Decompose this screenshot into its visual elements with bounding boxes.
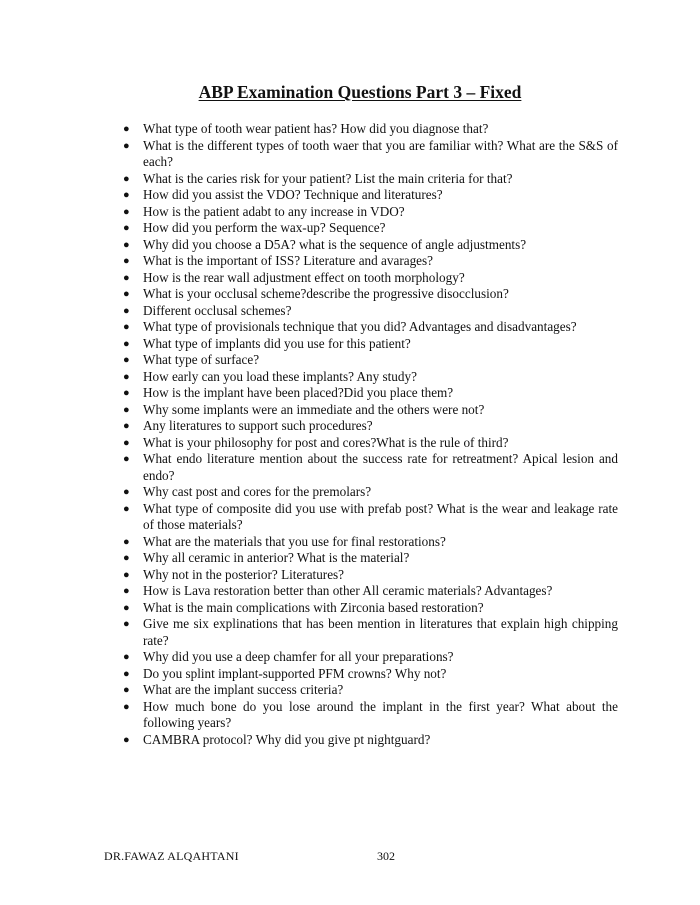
bullet-dot-icon: ●: [123, 535, 130, 548]
question-item: [123, 319, 618, 336]
question-item: [123, 220, 618, 237]
bullet-dot-icon: ●: [123, 321, 130, 333]
question-item: [123, 253, 618, 270]
footer-author: DR.FAWAZ ALQAHTANI: [104, 849, 239, 863]
question-text: What is your philosophy for post and cores?What is the rule of third?: [143, 434, 509, 450]
question-text: How did you assist the VDO? Technique and literatures?: [143, 187, 443, 202]
question-text: What endo literature mention about the success rate for retreatment? Apical lesion and endo?: [143, 451, 618, 483]
bullet-dot-icon: ●: [123, 651, 130, 663]
bullet-dot-icon: ●: [123, 222, 130, 234]
question-item: [123, 451, 618, 484]
bullet-dot-icon: ●: [123, 700, 130, 713]
question-item: [123, 698, 618, 732]
question-item: [123, 286, 618, 303]
question-text: How did you perform the wax-up? Sequence?: [143, 220, 386, 235]
bullet-dot-icon: ●: [123, 304, 130, 317]
question-item: [123, 385, 618, 402]
bullet-dot-icon: ●: [123, 354, 130, 366]
question-item: [123, 352, 618, 369]
question-text: Any literatures to support such procedures?: [143, 418, 373, 433]
question-text: How early can you load these implants? Any study?: [143, 368, 417, 384]
bullet-dot-icon: ●: [123, 618, 130, 630]
bullet-dot-icon: ●: [123, 552, 130, 564]
bullet-dot-icon: ●: [123, 271, 130, 284]
question-item: [123, 170, 618, 188]
question-item: [123, 665, 618, 683]
question-text: What type of implants did you use for this patient?: [143, 335, 411, 351]
question-text: Why all ceramic in anterior? What is the material?: [143, 550, 410, 565]
bullet-dot-icon: ●: [123, 387, 130, 399]
bullet-dot-icon: ●: [123, 370, 130, 383]
bullet-dot-icon: ●: [123, 255, 130, 267]
question-text: What type of surface?: [143, 352, 260, 367]
question-item: [123, 335, 618, 353]
question-item: [123, 203, 618, 221]
bullet-dot-icon: ●: [123, 288, 130, 300]
bullet-dot-icon: ●: [123, 502, 130, 515]
question-text: What type of composite did you use with prefab post? What is the wear and leakage rate of those materials?: [143, 500, 618, 532]
question-text: What is the caries risk for your patient? List the main criteria for that?: [143, 170, 513, 186]
question-text: What is the important of ISS? Literature and avarages?: [143, 253, 434, 268]
bullet-dot-icon: ●: [123, 337, 130, 350]
page-number: 302: [377, 849, 395, 863]
question-text: Why not in the posterior? Literatures?: [143, 566, 345, 582]
bullet-dot-icon: ●: [123, 601, 130, 614]
question-item: [123, 137, 618, 171]
question-item: [123, 550, 618, 567]
bullet-dot-icon: ●: [123, 172, 130, 185]
page-title: ABP Examination Questions Part 3 – Fixed: [198, 82, 522, 102]
bullet-dot-icon: ●: [123, 205, 130, 218]
question-text: CAMBRA protocol? Why did you give pt nightguard?: [143, 731, 431, 747]
question-text: What are the implant success criteria?: [143, 682, 344, 697]
bullet-dot-icon: ●: [123, 684, 130, 696]
question-item: [123, 434, 618, 452]
question-list: [123, 121, 618, 748]
question-item: [123, 368, 618, 386]
question-item: [123, 731, 618, 749]
question-text: How is the patient adabt to any increase in VDO?: [143, 203, 405, 219]
question-item: [123, 418, 618, 435]
bullet-dot-icon: ●: [123, 123, 130, 135]
question-item: [123, 187, 618, 204]
bullet-dot-icon: ●: [123, 403, 130, 416]
question-item: [123, 121, 618, 138]
question-text: Why did you choose a D5A? what is the sequence of angle adjustments?: [143, 236, 527, 252]
question-item: [123, 583, 618, 600]
question-text: How is the implant have been placed?Did you place them?: [143, 385, 454, 400]
question-item: [123, 401, 618, 419]
question-item: [123, 599, 618, 617]
question-item: [123, 269, 618, 287]
bullet-dot-icon: ●: [123, 585, 130, 597]
bullet-dot-icon: ●: [123, 486, 130, 498]
bullet-dot-icon: ●: [123, 436, 130, 449]
bullet-dot-icon: ●: [123, 420, 130, 432]
question-text: What type of provisionals technique that you did? Advantages and disadvantages?: [143, 319, 577, 334]
question-item: [123, 302, 618, 320]
question-text: How much bone do you lose around the implant in the first year? What about the following years?: [143, 698, 618, 730]
question-text: Why did you use a deep chamfer for all your preparations?: [143, 649, 454, 664]
question-text: How is the rear wall adjustment effect on tooth morphology?: [143, 269, 465, 285]
question-text: Different occlusal schemes?: [143, 302, 292, 318]
question-item: [123, 649, 618, 666]
bullet-dot-icon: ●: [123, 453, 130, 465]
question-item: [123, 533, 618, 551]
question-item: [123, 484, 618, 501]
bullet-dot-icon: ●: [123, 733, 130, 746]
question-text: Give me six explinations that has been mention in literatures that explain high chipping rate?: [143, 616, 618, 648]
question-text: What is the different types of tooth waer that you are familiar with? What are the S&S of each?: [143, 137, 618, 169]
question-text: Do you splint implant-supported PFM crowns? Why not?: [143, 665, 447, 681]
question-text: What is the main complications with Zirconia based restoration?: [143, 599, 484, 615]
question-item: [123, 616, 618, 649]
question-item: [123, 566, 618, 584]
question-item: [123, 236, 618, 254]
bullet-dot-icon: ●: [123, 238, 130, 251]
question-item: [123, 682, 618, 699]
question-text: What is your occlusal scheme?describe the progressive disocclusion?: [143, 286, 509, 301]
bullet-dot-icon: ●: [123, 667, 130, 680]
question-text: What are the materials that you use for final restorations?: [143, 533, 446, 549]
question-text: Why some implants were an immediate and the others were not?: [143, 401, 485, 417]
bullet-dot-icon: ●: [123, 568, 130, 581]
question-item: [123, 500, 618, 534]
bullet-dot-icon: ●: [123, 189, 130, 201]
question-text: How is Lava restoration better than other All ceramic materials? Advantages?: [143, 583, 553, 598]
bullet-dot-icon: ●: [123, 139, 130, 152]
question-text: Why cast post and cores for the premolars?: [143, 484, 372, 499]
question-text: What type of tooth wear patient has? How did you diagnose that?: [143, 121, 489, 136]
